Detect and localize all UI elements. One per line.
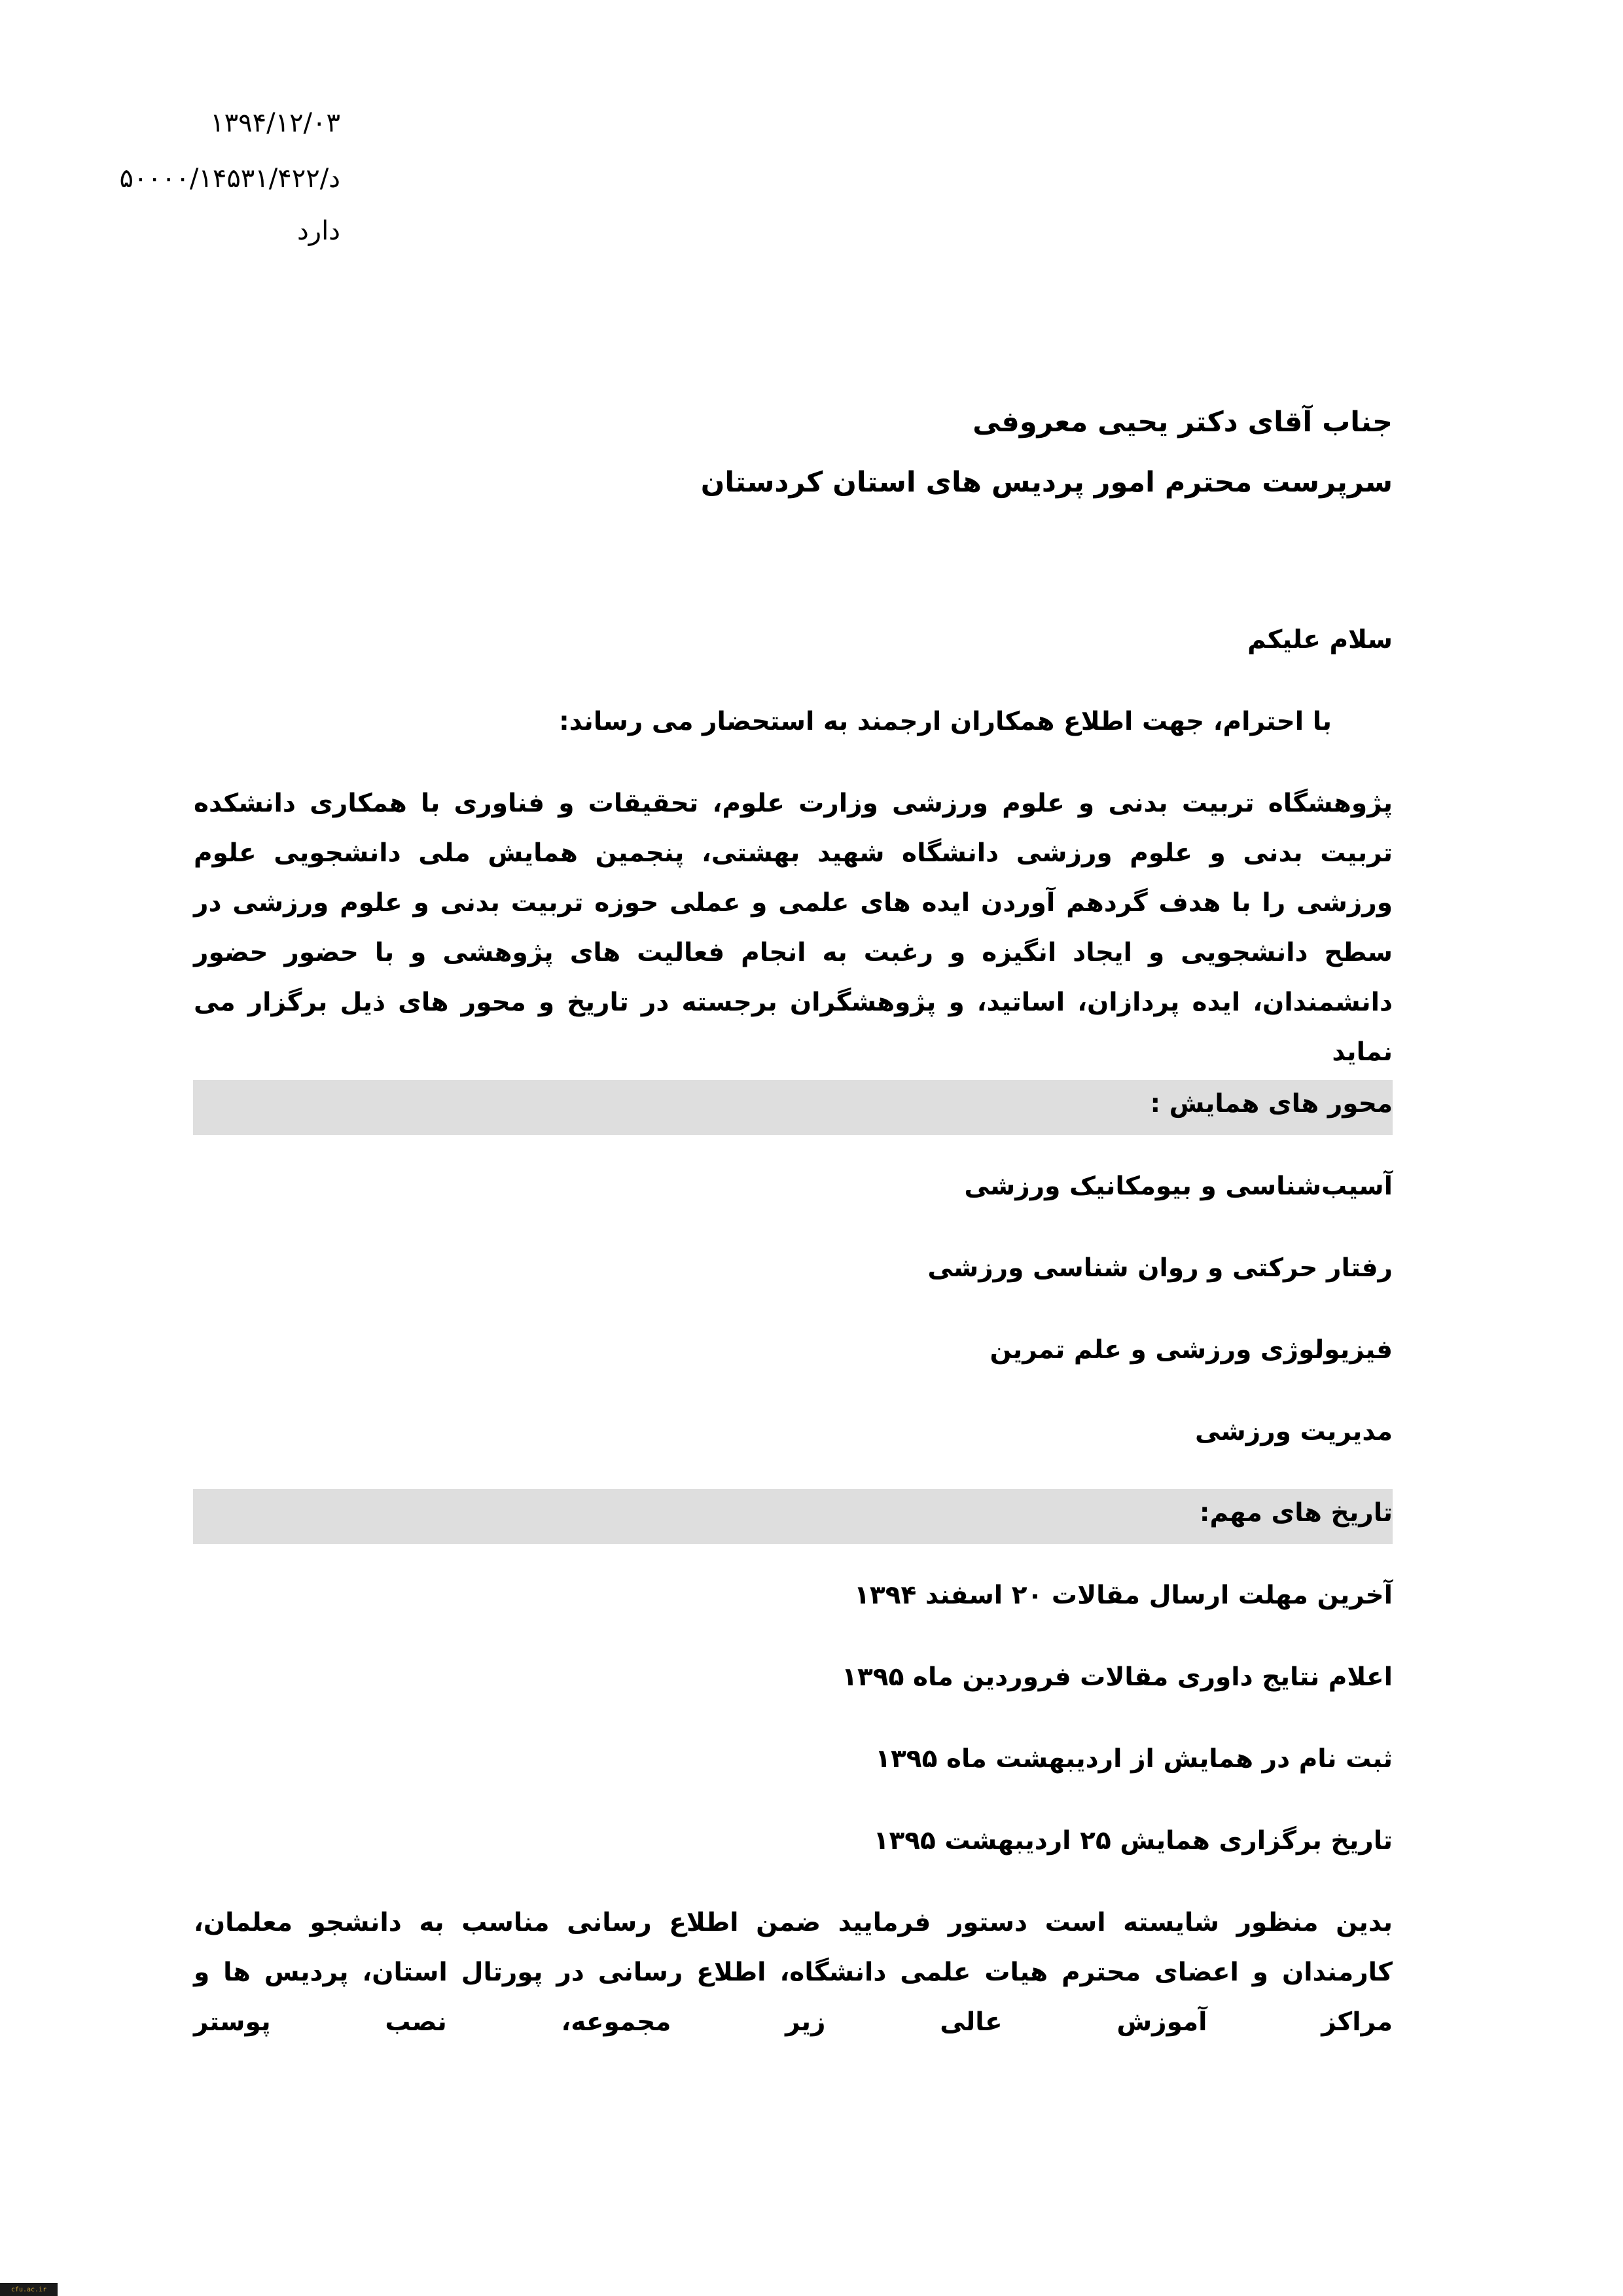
body-paragraph: پژوهشگاه تربیت بدنی و علوم ورزشی وزارت علوم، تحقیقات و فناوری با همکاری دانشکده تربیت بدنی و علوم ورزشی دانشگاه شهید بهشتی، پنجمین همایش ملی دانشجویی علوم ورزشی را با هدف گردهم آوردن ایده های علمی و عملی حوزه تربیت بدنی و علوم ورزشی در سطح دانشجویی و ایجاد انگیزه و رغبت به انجام فعالیت های پژوهشی و با حضور حضور دانشمندان، ایده پردازان، اساتید، و پژوهشگران برجسته در تاریخ و محور های ذیل برگزار می نماید (194, 789, 1393, 1067)
letter-attachment: دارد (296, 216, 340, 246)
letter-date: ۱۳۹۴/۱۲/۰۳ (210, 108, 340, 138)
dates-section-heading: تاریخ های مهم: (1199, 1498, 1393, 1528)
axes-section-heading: محور های همایش : (1150, 1089, 1393, 1119)
addressee-title: سرپرست محترم امور پردیس های استان کردستان (700, 466, 1393, 499)
date-item: اعلام نتایج داوری مقالات فروردین ماه ۱۳۹۵ (842, 1662, 1393, 1692)
dates-section-heading-band (193, 1489, 1393, 1544)
axes-section-heading-band (193, 1080, 1393, 1135)
addressee-name: جناب آقای دکتر یحیی معروفی (972, 406, 1393, 439)
corner-badge (0, 2283, 58, 2296)
greeting: سلام علیکم (1247, 625, 1393, 655)
intro-line: با احترام، جهت اطلاع همکاران ارجمند به استحضار می رساند: (559, 707, 1332, 736)
axis-item: فیزیولوژی ورزشی و علم تمرین (990, 1335, 1393, 1365)
date-item: آخرین مهلت ارسال مقالات ۲۰ اسفند ۱۳۹۴ (854, 1581, 1393, 1610)
corner-badge-text: cfu.ac.ir (10, 2286, 47, 2293)
date-item: ثبت نام در همایش از اردیبهشت ماه ۱۳۹۵ (875, 1744, 1393, 1774)
axis-item: رفتار حرکتی و روان شناسی ورزشی (927, 1253, 1393, 1283)
date-item: تاریخ برگزاری همایش ۲۵ اردیبهشت ۱۳۹۵ (873, 1826, 1393, 1856)
closing-paragraph: بدین منظور شایسته است دستور فرمایید ضمن اطلاع رسانی مناسب به دانشجو معلمان، کارمندان و اعضای محترم هیات علمی دانشگاه، اطلاع رسانی در پورتال استان، پردیس ها و مراکز آموزش عالی زیر مجموعه، نصب پوستر (194, 1908, 1393, 2037)
axis-item: مدیریت ورزشی (1194, 1417, 1393, 1446)
letter-number: د/۵۰۰۰۰/۱۴۵۳۱/۴۲۲ (119, 164, 340, 194)
axis-item: آسیب‌شناسی و بیومکانیک ورزشی (964, 1172, 1393, 1201)
